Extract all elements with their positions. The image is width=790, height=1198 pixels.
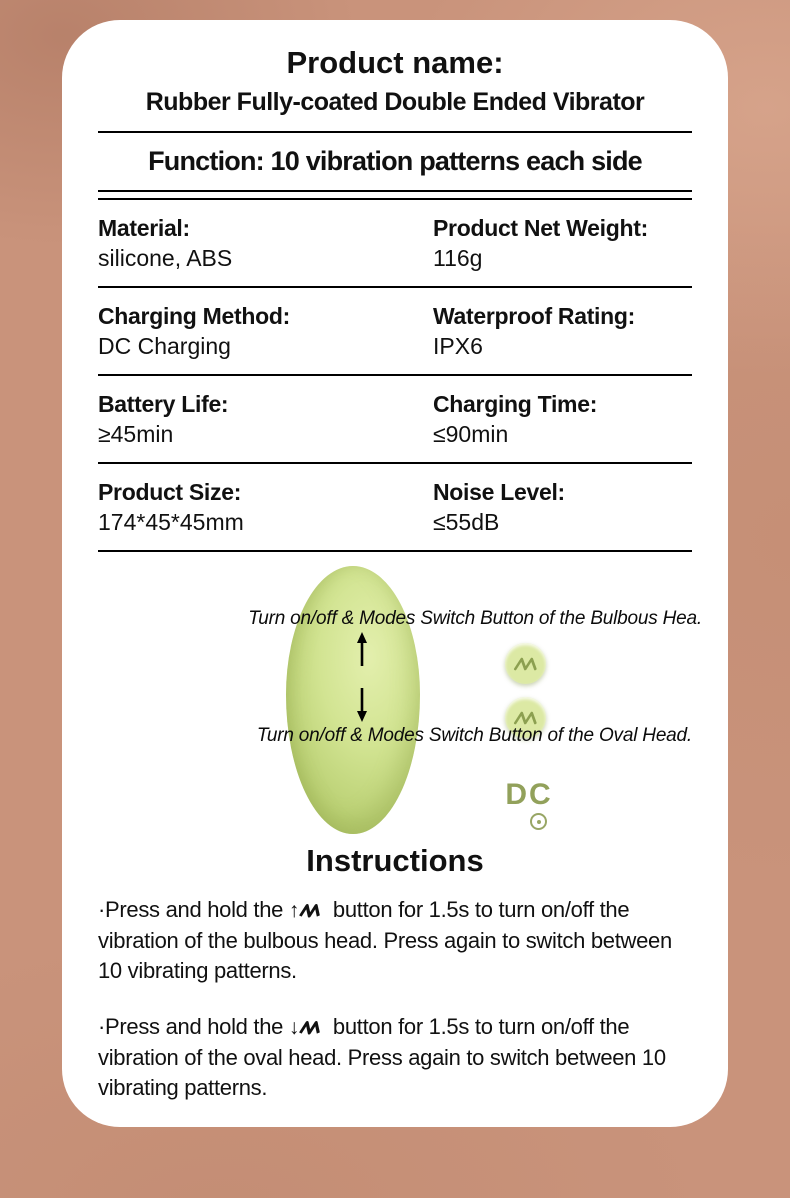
spec-row-charging-waterproof — [98, 288, 692, 376]
device-figure — [98, 552, 702, 837]
spec-cell-charging-time — [433, 389, 692, 449]
wave-icon — [511, 655, 540, 673]
product-name-heading: Product name: — [286, 45, 504, 80]
spec-cell-net-weight — [433, 213, 692, 273]
spec-cell-material — [98, 213, 433, 273]
down-arrow-icon — [355, 686, 369, 722]
spec-label: Charging Time: — [433, 391, 598, 417]
instruction-item-bulbous — [98, 895, 692, 986]
spec-cell-charging-method — [98, 301, 433, 361]
wave-icon — [511, 709, 540, 727]
spec-row-material-weight — [98, 200, 692, 288]
wave-icon — [297, 1019, 325, 1036]
spec-label: Waterproof Rating: — [433, 303, 636, 329]
oval-head-button-label: Turn on/off & Modes Switch Button of the Oval Head. — [256, 725, 692, 746]
spec-label: Charging Method: — [98, 303, 290, 329]
spec-row-battery-chargetime — [98, 376, 692, 464]
bulbous-head-button-label: Turn on/off & Modes Switch Button of the Bulbous Hea. — [248, 608, 702, 629]
spec-label: Product Net Weight: — [433, 215, 648, 241]
spec-label: Battery Life: — [98, 391, 229, 417]
spec-value: IPX6 — [433, 333, 483, 359]
spec-label: Product Size: — [98, 479, 242, 505]
spec-value: 116g — [433, 245, 483, 271]
spec-value: ≤90min — [433, 421, 509, 447]
instruction-text: ·Press and hold the — [98, 1014, 289, 1039]
instruction-text: button for 1.5s to turn on/off the vibration of the oval head. Press again to switch between 10 vibrating patterns. — [98, 1014, 666, 1100]
spec-label: Noise Level: — [433, 479, 565, 505]
spec-cell-waterproof-rating — [433, 301, 692, 361]
spec-cell-product-size — [98, 477, 433, 537]
spec-label: Material: — [98, 215, 190, 241]
function-heading: Function: 10 vibration patterns each side — [148, 146, 642, 176]
spec-value: DC Charging — [98, 333, 231, 359]
spec-value: 174*45*45mm — [98, 509, 244, 535]
product-name-value: Rubber Fully-coated Double Ended Vibrator — [145, 88, 645, 116]
divider-line — [98, 131, 692, 133]
instruction-text: ·Press and hold the — [98, 897, 289, 922]
product-info-card — [62, 20, 728, 1127]
spec-cell-battery-life — [98, 389, 433, 449]
up-arrow-icon — [355, 632, 369, 668]
device-dc-label: DC — [505, 778, 553, 811]
dc-port-icon — [530, 813, 547, 830]
up-arrow-glyph: ↑ — [288, 899, 300, 922]
spec-value: ≥45min — [98, 421, 174, 447]
down-arrow-glyph: ↓ — [288, 1016, 300, 1039]
instructions-heading: Instructions — [306, 843, 484, 878]
spec-value: silicone, ABS — [98, 245, 233, 271]
spec-value: ≤55dB — [433, 509, 500, 535]
instruction-text: button for 1.5s to turn on/off the vibration of the bulbous head. Press again to switch between 10 vibrating patterns. — [98, 897, 672, 983]
double-divider-line — [98, 190, 692, 200]
spec-cell-noise-level — [433, 477, 692, 537]
spec-table — [98, 200, 692, 552]
instruction-item-oval — [98, 1012, 692, 1103]
wave-icon — [297, 902, 325, 919]
device-upper-mode-button — [505, 643, 546, 684]
spec-row-size-noise — [98, 464, 692, 552]
